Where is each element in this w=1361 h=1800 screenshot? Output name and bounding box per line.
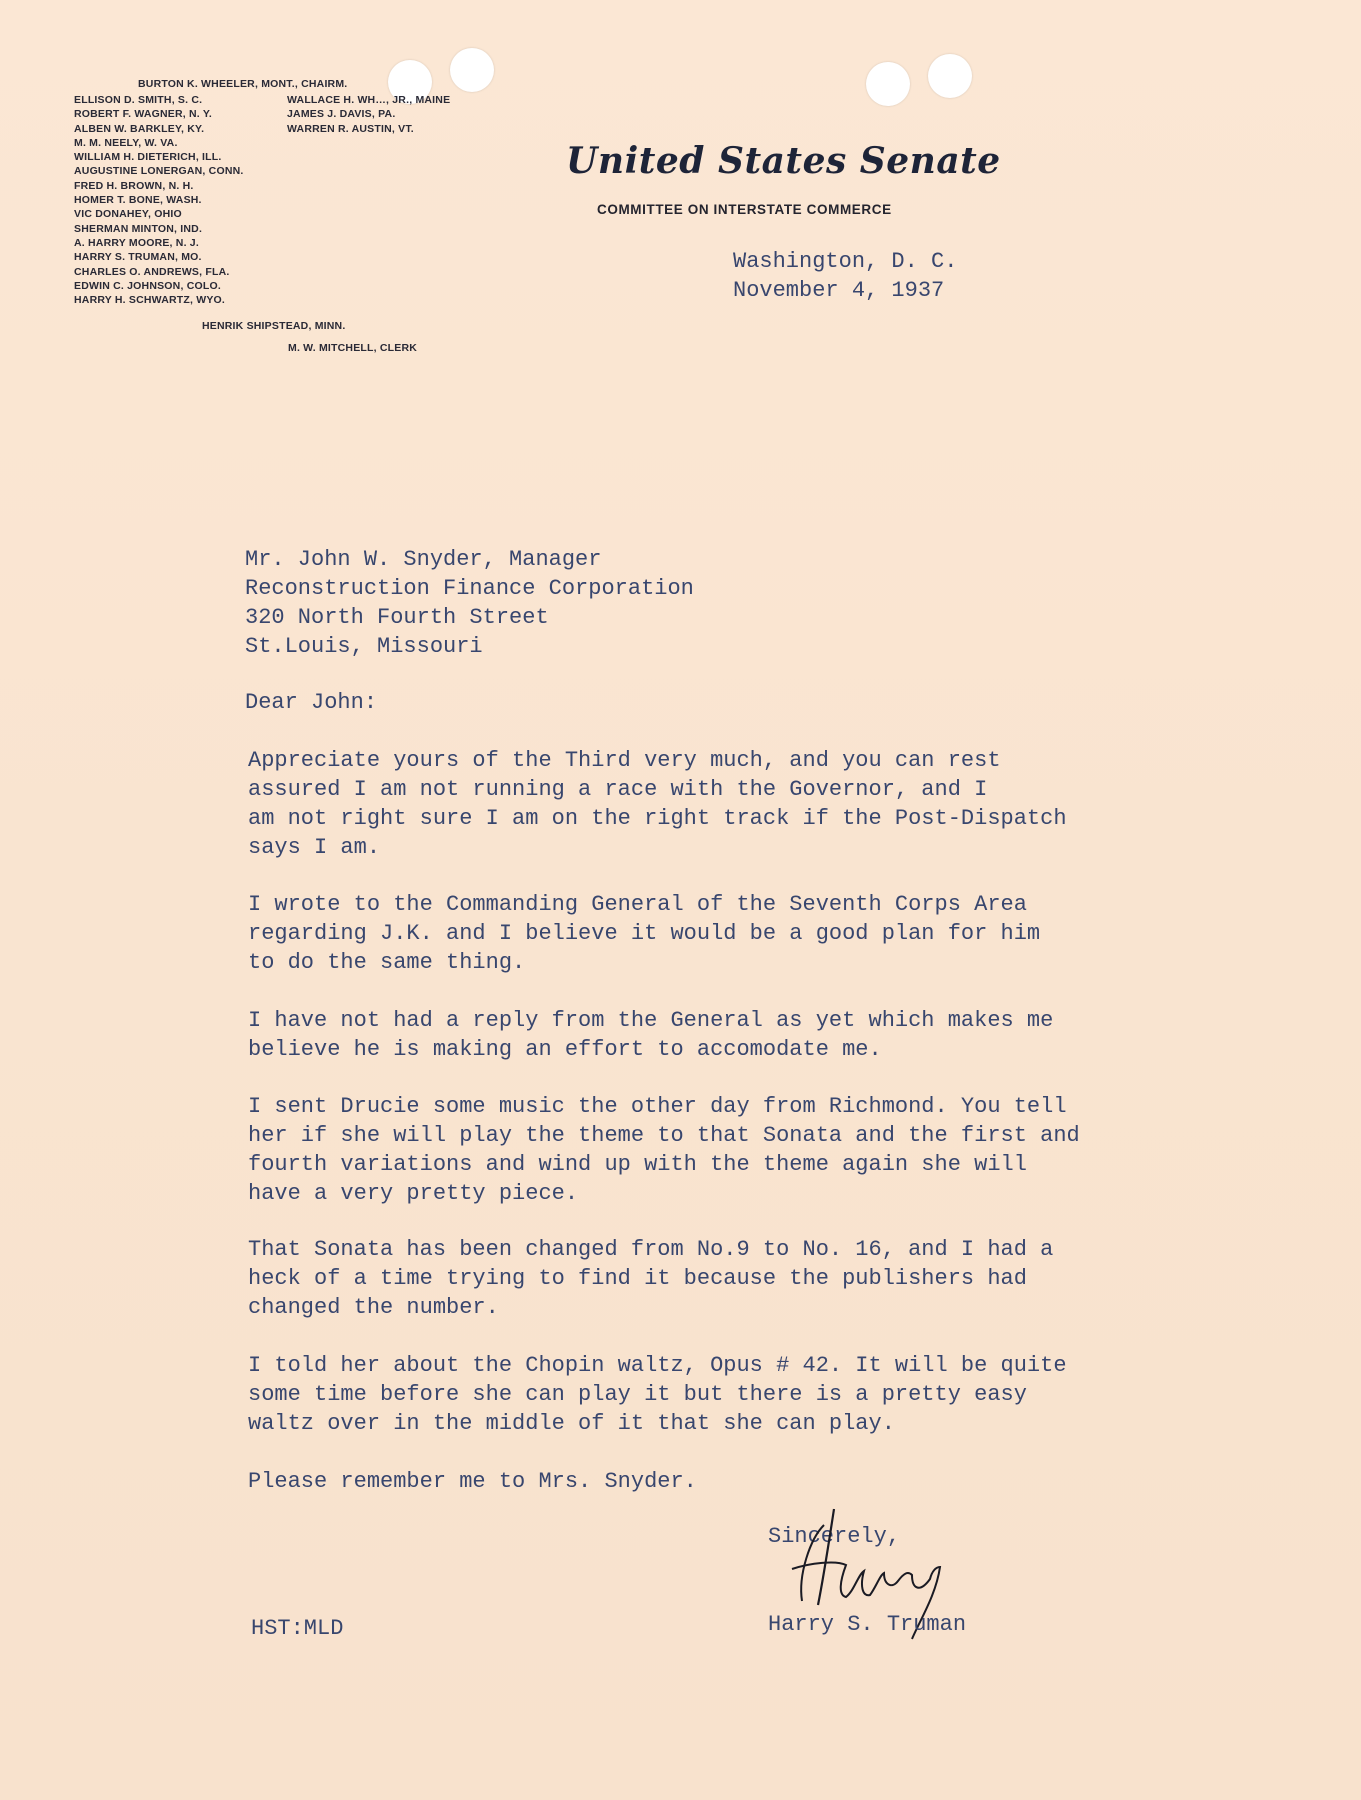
text-line: have a very pretty piece. [248, 1181, 579, 1206]
salutation: Dear John: [245, 690, 378, 715]
text-line: That Sonata has been changed from No.9 to No. 16, and I had a [248, 1237, 1054, 1262]
punch-hole [866, 62, 910, 106]
letter-date: November 4, 1937 [733, 278, 945, 303]
text-line: I sent Drucie some music the other day from Richmond. You tell [248, 1094, 1067, 1119]
paragraph [248, 1235, 1053, 1322]
member-name: M. M. NEELY, W. VA. [74, 136, 178, 149]
address-line: Mr. John W. Snyder, Manager [245, 547, 602, 572]
text-line: am not right sure I am on the right track if the Post-Dispatch [248, 806, 1067, 831]
text-line: Appreciate yours of the Third very much, and you can rest [248, 748, 1001, 773]
text-line: some time before she can play it but there is a pretty easy [248, 1382, 1027, 1407]
address-line: 320 North Fourth Street [245, 605, 549, 630]
member-name: HOMER T. BONE, WASH. [74, 194, 202, 207]
member-name: HARRY H. SCHWARTZ, WYO. [74, 294, 226, 307]
date-block [733, 247, 957, 305]
member-name: WALLACE H. WH…, JR., MAINE [287, 94, 451, 106]
member-name: EDWIN C. JOHNSON, COLO. [74, 279, 221, 292]
committee-name: COMMITTEE ON INTERSTATE COMMERCE [597, 202, 892, 217]
paragraph [248, 1351, 1067, 1438]
text-line: changed the number. [248, 1295, 499, 1320]
closing: Sincerely, [768, 1524, 901, 1549]
punch-hole [450, 48, 494, 92]
member-name: WARREN R. AUSTIN, VT. [287, 122, 414, 135]
member-name: ROBERT F. WAGNER, N. Y. [74, 108, 213, 121]
text-line: regarding J.K. and I believe it would be a good plan for him [248, 921, 1041, 946]
clerk: M. W. MITCHELL, CLERK [288, 342, 418, 354]
member-name: FRED H. BROWN, N. H. [74, 179, 194, 192]
member-name: JAMES J. DAVIS, PA. [287, 108, 396, 121]
text-line: Please remember me to Mrs. Snyder. [248, 1469, 697, 1494]
chairman: BURTON K. WHEELER, MONT., CHAIRM. [138, 78, 348, 90]
member-name: CHARLES O. ANDREWS, FLA. [74, 265, 230, 278]
paragraph [248, 746, 1067, 862]
text-line: assured I am not running a race with the Governor, and I [248, 777, 988, 802]
text-line: heck of a time trying to find it because the publishers had [248, 1266, 1027, 1291]
text-line: I wrote to the Commanding General of the Seventh Corps Area [248, 892, 1027, 917]
paragraph [248, 1006, 1053, 1064]
letterhead-title: United States Senate [566, 140, 1001, 182]
paragraph [248, 1467, 697, 1496]
signer-name: Harry S. Truman [768, 1612, 967, 1637]
text-line: fourth variations and wind up with the theme again she will [248, 1152, 1027, 1177]
member-name: VIC DONAHEY, OHIO [74, 208, 182, 221]
text-line: I told her about the Chopin waltz, Opus # 42. It will be quite [248, 1353, 1067, 1378]
address-line: St.Louis, Missouri [245, 634, 483, 659]
members-right-column [287, 93, 450, 136]
reference-initials: HST:MLD [251, 1616, 344, 1641]
member-name: HENRIK SHIPSTEAD, MINN. [202, 320, 346, 332]
text-line: says I am. [248, 835, 381, 860]
address-line: Reconstruction Finance Corporation [245, 576, 694, 601]
text-line: I have not had a reply from the General as yet which makes me [248, 1008, 1054, 1033]
member-name: WILLIAM H. DIETERICH, ILL. [74, 151, 222, 164]
text-line: her if she will play the theme to that Sonata and the first and [248, 1123, 1080, 1148]
text-line: believe he is making an effort to accomodate me. [248, 1037, 882, 1062]
member-name: SHERMAN MINTON, IND. [74, 222, 203, 235]
text-line: to do the same thing. [248, 950, 526, 975]
member-name: ELLISON D. SMITH, S. C. [74, 94, 203, 106]
punch-hole [928, 54, 972, 98]
recipient-address [245, 545, 694, 661]
member-name: ALBEN W. BARKLEY, KY. [74, 122, 205, 135]
paragraph [248, 1092, 1080, 1208]
member-name: HARRY S. TRUMAN, MO. [74, 251, 202, 264]
member-name: AUGUSTINE LONERGAN, CONN. [74, 165, 244, 178]
place: Washington, D. C. [733, 249, 958, 274]
member-name: A. HARRY MOORE, N. J. [74, 236, 199, 249]
paragraph [248, 890, 1040, 977]
members-left-column [74, 93, 244, 307]
text-line: waltz over in the middle of it that she can play. [248, 1411, 895, 1436]
